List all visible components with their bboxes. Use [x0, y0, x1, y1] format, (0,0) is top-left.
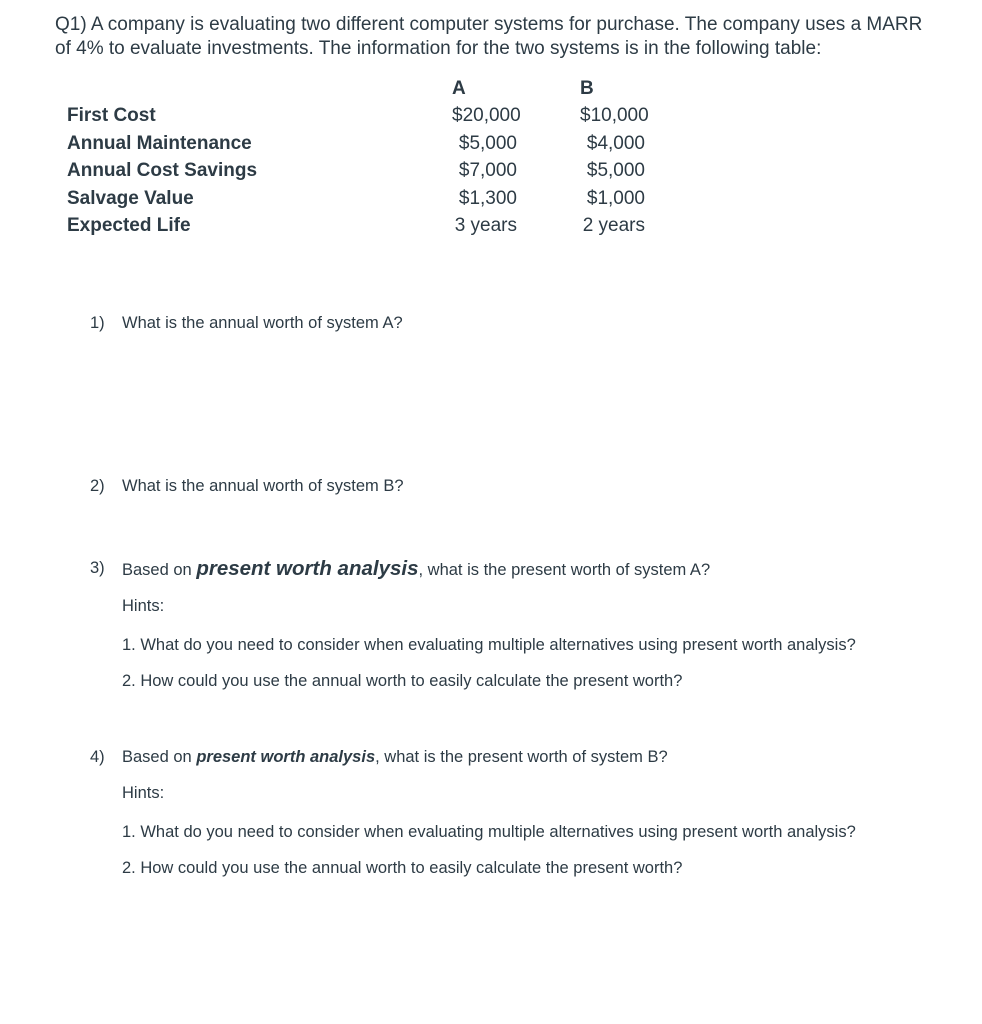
- question-4-prefix: Based on: [122, 748, 197, 766]
- question-4-text: [122, 748, 668, 766]
- gap-cell: [517, 130, 580, 158]
- row-label-salvage-value: Salvage Value: [67, 187, 194, 209]
- question-2: [55, 475, 942, 498]
- systems-table: [55, 75, 649, 240]
- question-4: [55, 746, 942, 880]
- question-3: [55, 557, 942, 693]
- first-cost-a-value: $20,000: [452, 105, 521, 127]
- gap-cell: [517, 158, 580, 186]
- question-4-hint-1: 1. What do you need to consider when evaluating multiple alternatives using present worth analysis?: [122, 823, 856, 841]
- expected-life-b-value: 2 years: [582, 215, 645, 237]
- question-3-suffix: , what is the present worth of system A?: [418, 561, 711, 579]
- table-corner-cell: [55, 75, 452, 103]
- row-label-first-cost: First Cost: [67, 105, 156, 127]
- column-header-b: B: [580, 77, 594, 99]
- annual-maintenance-b-value: $4,000: [586, 132, 645, 154]
- question-1-text: What is the annual worth of system A?: [122, 314, 403, 332]
- table-header-row: [55, 75, 645, 103]
- salvage-value-b-value: $1,000: [586, 187, 645, 209]
- question-3-hint-2: 2. How could you use the annual worth to easily calculate the present worth?: [122, 671, 683, 690]
- row-label-annual-cost-savings: Annual Cost Savings: [67, 160, 258, 182]
- question-4-emphasis: present worth analysis: [196, 748, 376, 766]
- question-1: [55, 312, 942, 335]
- question-2-number: 2): [90, 477, 105, 495]
- question-3-number: 3): [90, 559, 105, 577]
- question-3-hints: [122, 595, 942, 693]
- question-3-hints-label: Hints:: [122, 597, 165, 615]
- question-intro: Q1) A company is evaluating two different computer systems for purchase. The company uses a MARR of 4% to evaluate investments. The information for the two systems is in the following table:: [55, 14, 923, 59]
- annual-cost-savings-a-value: $7,000: [458, 160, 517, 182]
- salvage-value-a-value: $1,300: [458, 187, 517, 209]
- gap-cell: [517, 185, 580, 213]
- row-label-annual-maintenance: Annual Maintenance: [67, 132, 252, 154]
- question-3-prefix: Based on: [122, 561, 197, 579]
- table-row-annual-maintenance: [55, 130, 645, 158]
- question-3-text: [122, 557, 711, 580]
- annual-maintenance-a-value: $5,000: [458, 132, 517, 154]
- question-3-emphasis: present worth analysis: [196, 557, 419, 580]
- question-4-hints-label: Hints:: [122, 784, 165, 802]
- gap-cell: [517, 103, 580, 131]
- questions-section: [55, 312, 942, 880]
- column-gap-cell: [517, 75, 580, 103]
- question-4-suffix: , what is the present worth of system B?: [375, 748, 668, 766]
- expected-life-a-value: 3 years: [454, 215, 517, 237]
- question-3-hint-1: 1. What do you need to consider when evaluating multiple alternatives using present worth analysis?: [122, 636, 856, 654]
- table-row-first-cost: [55, 103, 645, 131]
- question-4-hints: [122, 782, 942, 880]
- question-4-number: 4): [90, 748, 105, 766]
- gap-cell: [517, 213, 580, 241]
- row-label-expected-life: Expected Life: [67, 215, 191, 237]
- question-1-number: 1): [90, 314, 105, 332]
- annual-cost-savings-b-value: $5,000: [586, 160, 645, 182]
- question-4-hint-2: 2. How could you use the annual worth to easily calculate the present worth?: [122, 858, 683, 877]
- column-header-a: A: [452, 77, 466, 99]
- table-row-salvage-value: [55, 185, 645, 213]
- question-2-text: What is the annual worth of system B?: [122, 477, 404, 495]
- table-row-annual-cost-savings: [55, 158, 645, 186]
- first-cost-b-value: $10,000: [580, 105, 649, 127]
- table-row-expected-life: [55, 213, 645, 241]
